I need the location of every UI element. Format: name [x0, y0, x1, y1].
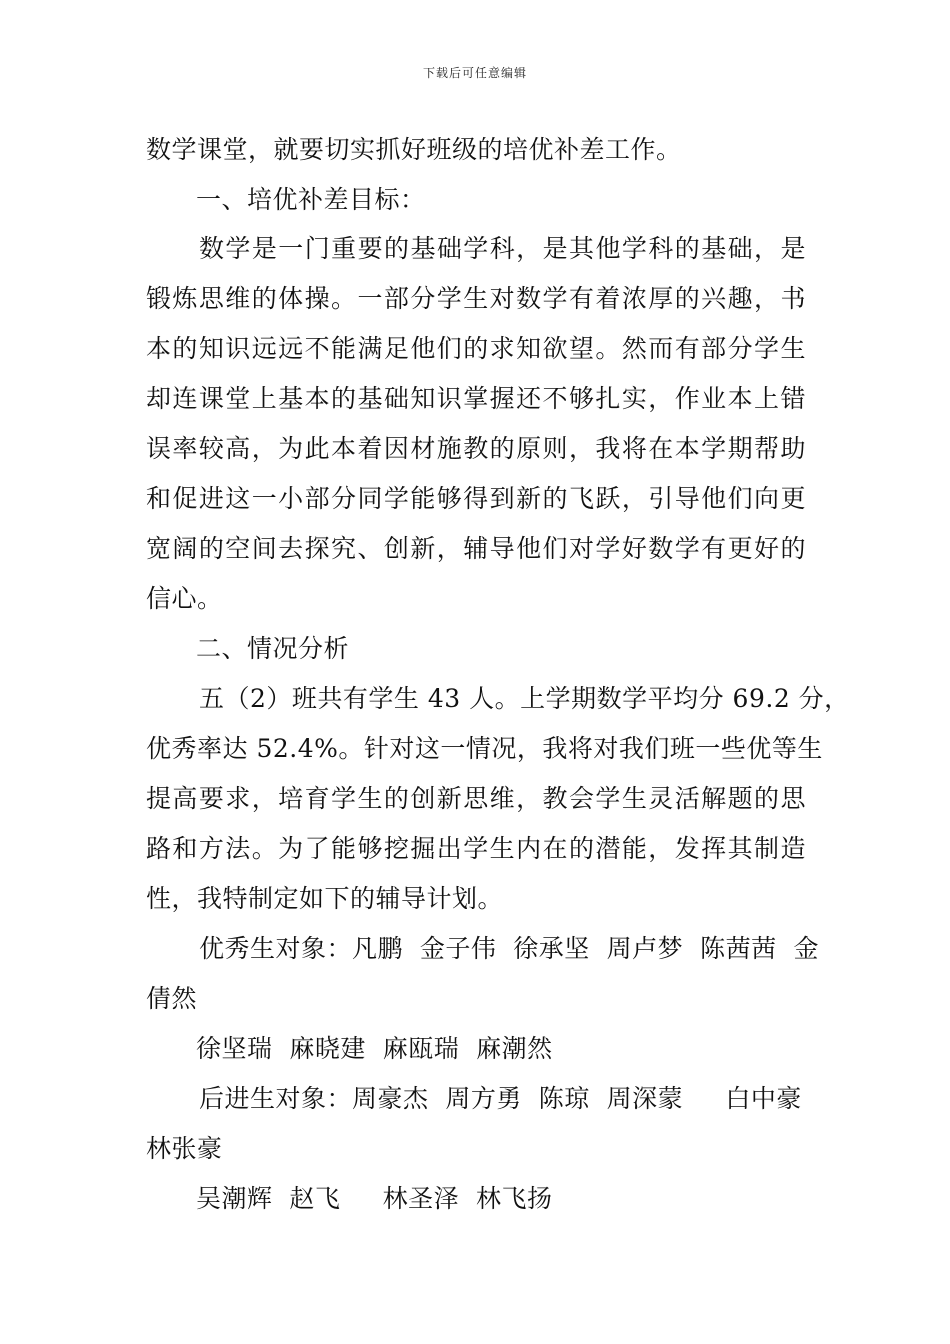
page-header-note: 下载后可任意编辑	[422, 66, 527, 80]
struggling-students-line: 后进生对象：周豪杰 周方勇 陈琼 周深蒙 白中豪	[199, 1084, 802, 1113]
top-students-line: 徐坚瑞 麻晓建 麻瓯瑞 麻潮然	[196, 1034, 553, 1063]
paragraph-line: 五（2）班共有学生 43 人。上学期数学平均分 69.2 分，	[199, 684, 850, 713]
paragraph-line: 本的知识远远不能满足他们的求知欲望。然而有部分学生	[146, 334, 806, 363]
paragraph-line: 和促进这一小部分同学能够得到新的飞跃，引导他们向更	[146, 484, 806, 513]
paragraph-line: 路和方法。为了能够挖掘出学生内在的潜能，发挥其制造	[146, 834, 806, 863]
paragraph-line: 信心。	[146, 584, 223, 613]
paragraph-line: 数学课堂，就要切实抓好班级的培优补差工作。	[146, 135, 682, 164]
paragraph-line: 误率较高，为此本着因材施教的原则，我将在本学期帮助	[146, 434, 806, 463]
section-heading: 一、培优补差目标：	[196, 185, 426, 214]
paragraph-line: 数学是一门重要的基础学科，是其他学科的基础，是	[199, 234, 806, 263]
paragraph-line: 宽阔的空间去探究、创新，辅导他们对学好数学有更好的	[146, 534, 806, 563]
paragraph-line: 锻炼思维的体操。一部分学生对数学有着浓厚的兴趣，书	[146, 284, 806, 313]
paragraph-line: 却连课堂上基本的基础知识掌握还不够扎实，作业本上错	[146, 384, 806, 413]
top-students-line: 倩然	[146, 984, 198, 1013]
paragraph-line: 优秀率达 52.4%。针对这一情况，我将对我们班一些优等生	[146, 734, 823, 763]
top-students-line: 优秀生对象：凡鹏 金子伟 徐承坚 周卢梦 陈茜茜 金	[199, 934, 819, 963]
paragraph-line: 提高要求，培育学生的创新思维，教会学生灵活解题的思	[146, 784, 806, 813]
paragraph-line: 性，我特制定如下的辅导计划。	[146, 884, 504, 913]
struggling-students-line: 吴潮辉 赵飞 林圣泽 林飞扬	[196, 1184, 553, 1213]
struggling-students-line: 林张豪	[146, 1134, 223, 1163]
section-heading: 二、情况分析	[196, 634, 350, 663]
